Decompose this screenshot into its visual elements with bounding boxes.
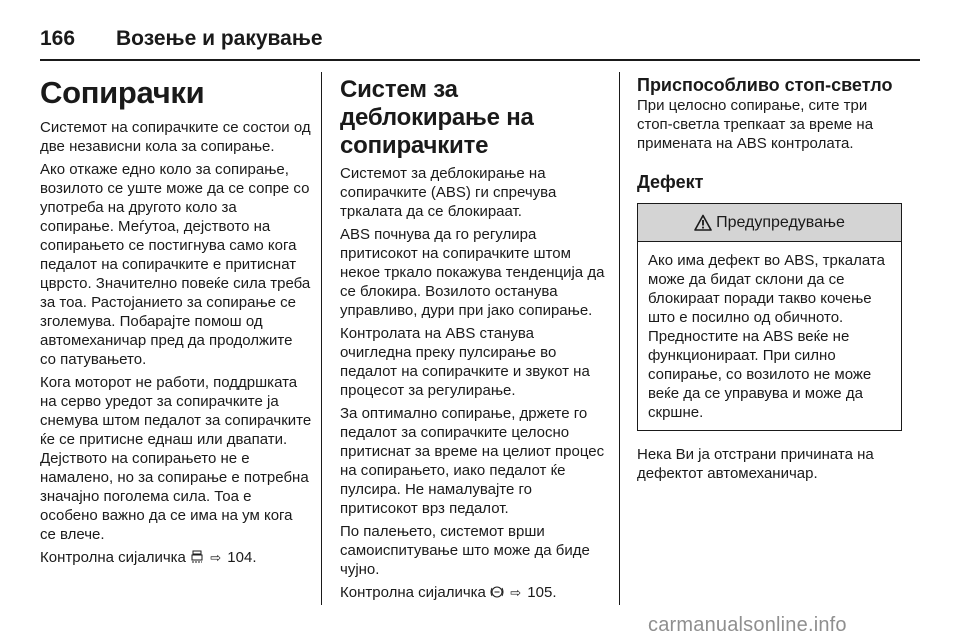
- section-title-abs: Систем за деблокирање на сопирачките: [340, 76, 534, 159]
- watermark: carmanualsonline.info: [648, 614, 847, 636]
- column-divider: [619, 72, 620, 605]
- page-number: 166: [40, 27, 76, 50]
- reference-label: Контролна сијаличка: [40, 549, 186, 566]
- reference-page[interactable]: 104.: [227, 549, 257, 566]
- paragraph: Системот за деблокирање на сопирачките (ABS) ги спречува тркалата да се блокираат.: [340, 165, 557, 220]
- header-rule: [40, 59, 920, 61]
- paragraph: ABS почнува да го регулира притисокот на сопирачките штом некое тркало покажува тенденција да се блокира. Возилото останува управливо, дури при јако сопирање.: [340, 226, 605, 319]
- reference-arrow-icon: ⇨: [210, 550, 222, 565]
- warning-text: Ако има дефект во ABS, тркалата може да бидат склони да се блокираат поради такво кочење што е посилно од обичното. Предностите на ABS веќе не функционираат. При силно сопирање, со возилото не може веќе да се управува и може да скршне.: [648, 252, 885, 421]
- page-header: [40, 16, 920, 62]
- brake-fluid-warning-icon: [190, 550, 204, 564]
- paragraph: Ако откаже едно коло за сопирање, возилото се уште може да се сопре со употреба на другото коло за сопирање. Меѓутоа, дејството на сопирањето се постигнува само кога педалот на сопирачките е притиснат цврсто. Значително повеќе сила треба за тоа. Растојанието за сопирање се зголемува. Побарајте помош од автомеханичар пред да продолжите со патувањето.: [40, 161, 311, 368]
- warning-box: [637, 203, 902, 431]
- paragraph: Нека Ви ја отстрани причината на дефектот автомеханичар.: [637, 446, 874, 482]
- reference-page[interactable]: 105.: [527, 584, 557, 601]
- fault-title: Дефект: [637, 172, 704, 192]
- running-title: Возење и ракување: [116, 27, 323, 50]
- column-divider: [321, 72, 322, 605]
- section-title-brakes: Сопирачки: [40, 75, 205, 110]
- paragraph: Контролата на ABS станува очигледна преку пулсирање во педалот на сопирачките и звукот на процесот за регулирање.: [340, 325, 590, 399]
- paragraph: Кога моторот не работи, поддршката на серво уредот за сопирачките ја снемува штом педалот за сопирачките ќе се притисне еднаш или двапати. Дејството на сопирањето не е намалено, но за сопирање е потребна значајно поголема сила. Тоа е особено важно да се има на ум кога се влече.: [40, 374, 312, 543]
- column-abs: [340, 72, 605, 606]
- paragraph: По палењето, системот врши самоиспитување што може да биде чујно.: [340, 523, 590, 578]
- reference-label: Контролна сијаличка: [340, 584, 486, 601]
- paragraph: Системот на сопирачките се состои од две независни кола за сопирање.: [40, 119, 311, 155]
- cross-reference: [340, 583, 605, 602]
- subsection-title: Приспособливо стоп-светло: [637, 75, 893, 95]
- warning-triangle-icon: [694, 214, 712, 232]
- column-brakes: [40, 72, 312, 571]
- cross-reference: [40, 548, 312, 567]
- warning-header: [638, 204, 901, 242]
- reference-arrow-icon: ⇨: [510, 585, 522, 600]
- warning-title: Предупредување: [716, 213, 845, 231]
- warning-body: [638, 242, 901, 430]
- paragraph: При целосно сопирање, сите три стоп-светла трепкаат за време на примената на ABS контролата.: [637, 97, 874, 152]
- paragraph: За оптимално сопирање, држете го педалот за сопирачките целосно притиснат за време на целиот процес на сопирањето, иако педалот ќе пулсира. Не намалувајте го притисокот врз педалот.: [340, 405, 605, 517]
- abs-warning-icon: [490, 585, 504, 599]
- column-adaptive-brake-light: [637, 72, 902, 487]
